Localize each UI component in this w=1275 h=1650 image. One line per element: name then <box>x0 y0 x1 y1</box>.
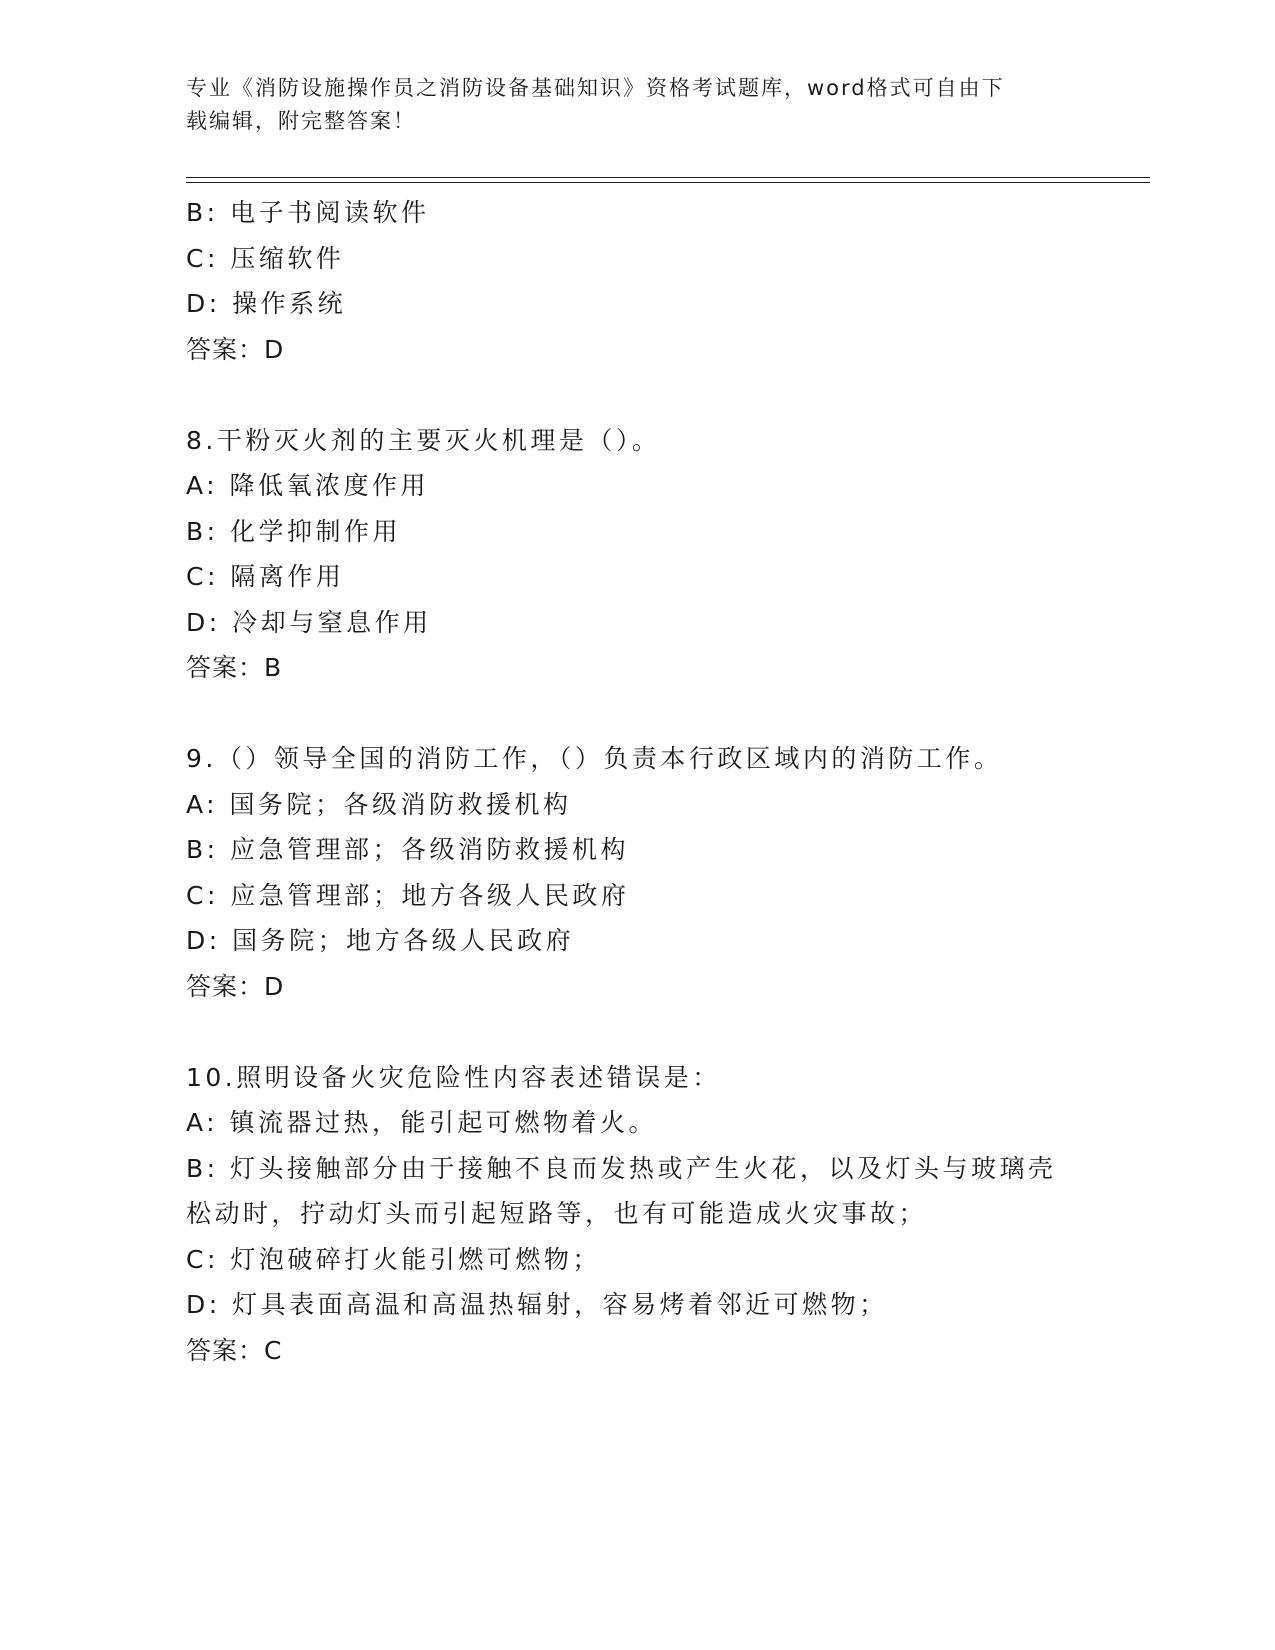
answer-line: 答案：B <box>186 653 283 682</box>
option-line: A: 降低氧浓度作用 <box>186 471 430 500</box>
option-line: C: 应急管理部；地方各级人民政府 <box>186 880 630 910</box>
option-line: D: 操作系统 <box>186 289 347 318</box>
option-line: C: 灯泡破碎打火能引燃可燃物； <box>186 1244 601 1274</box>
option-line: C: 压缩软件 <box>186 243 345 273</box>
option-line: B: 应急管理部；各级消防救援机构 <box>186 835 630 864</box>
answer-line: 答案：C <box>186 1335 283 1365</box>
spacer <box>186 372 1086 418</box>
header-rule-bottom <box>186 182 1150 183</box>
option-line: B: 化学抑制作用 <box>186 516 402 546</box>
document-header <box>186 72 1066 138</box>
question-content <box>186 190 1086 1373</box>
option-line: D: 冷却与窒息作用 <box>186 607 432 637</box>
option-line: D: 灯具表面高温和高温热辐射，容易烤着邻近可燃物； <box>186 1290 888 1319</box>
header-rule-top <box>186 177 1150 178</box>
option-line: D: 国务院；地方各级人民政府 <box>186 926 575 955</box>
question-line: 10.照明设备火灾危险性内容表述错误是： <box>186 1062 721 1092</box>
option-line-continued: 松动时，拧动灯头而引起短路等，也有可能造成火灾事故； <box>186 1199 928 1228</box>
option-line: A: 镇流器过热，能引起可燃物着火。 <box>186 1108 658 1137</box>
spacer <box>186 691 1086 737</box>
answer-line: 答案：D <box>186 334 285 364</box>
spacer <box>186 1009 1086 1055</box>
option-line: A: 国务院；各级消防救援机构 <box>186 789 572 819</box>
option-line: B: 灯头接触部分由于接触不良而发热或产生火花，以及灯头与玻璃壳 <box>186 1153 1057 1183</box>
option-line: C: 隔离作用 <box>186 562 345 591</box>
option-line: B: 电子书阅读软件 <box>186 198 430 227</box>
question-line: 8.干粉灭火剂的主要灭火机理是（）。 <box>186 425 661 455</box>
header-line-1: 专业《消防设施操作员之消防设备基础知识》资格考试题库，word格式可自由下 <box>186 76 1005 100</box>
answer-line: 答案：D <box>186 971 285 1001</box>
header-line-2: 载编辑，附完整答案！ <box>186 109 416 133</box>
question-line: 9.（）领导全国的消防工作，（）负责本行政区域内的消防工作。 <box>186 744 1003 773</box>
